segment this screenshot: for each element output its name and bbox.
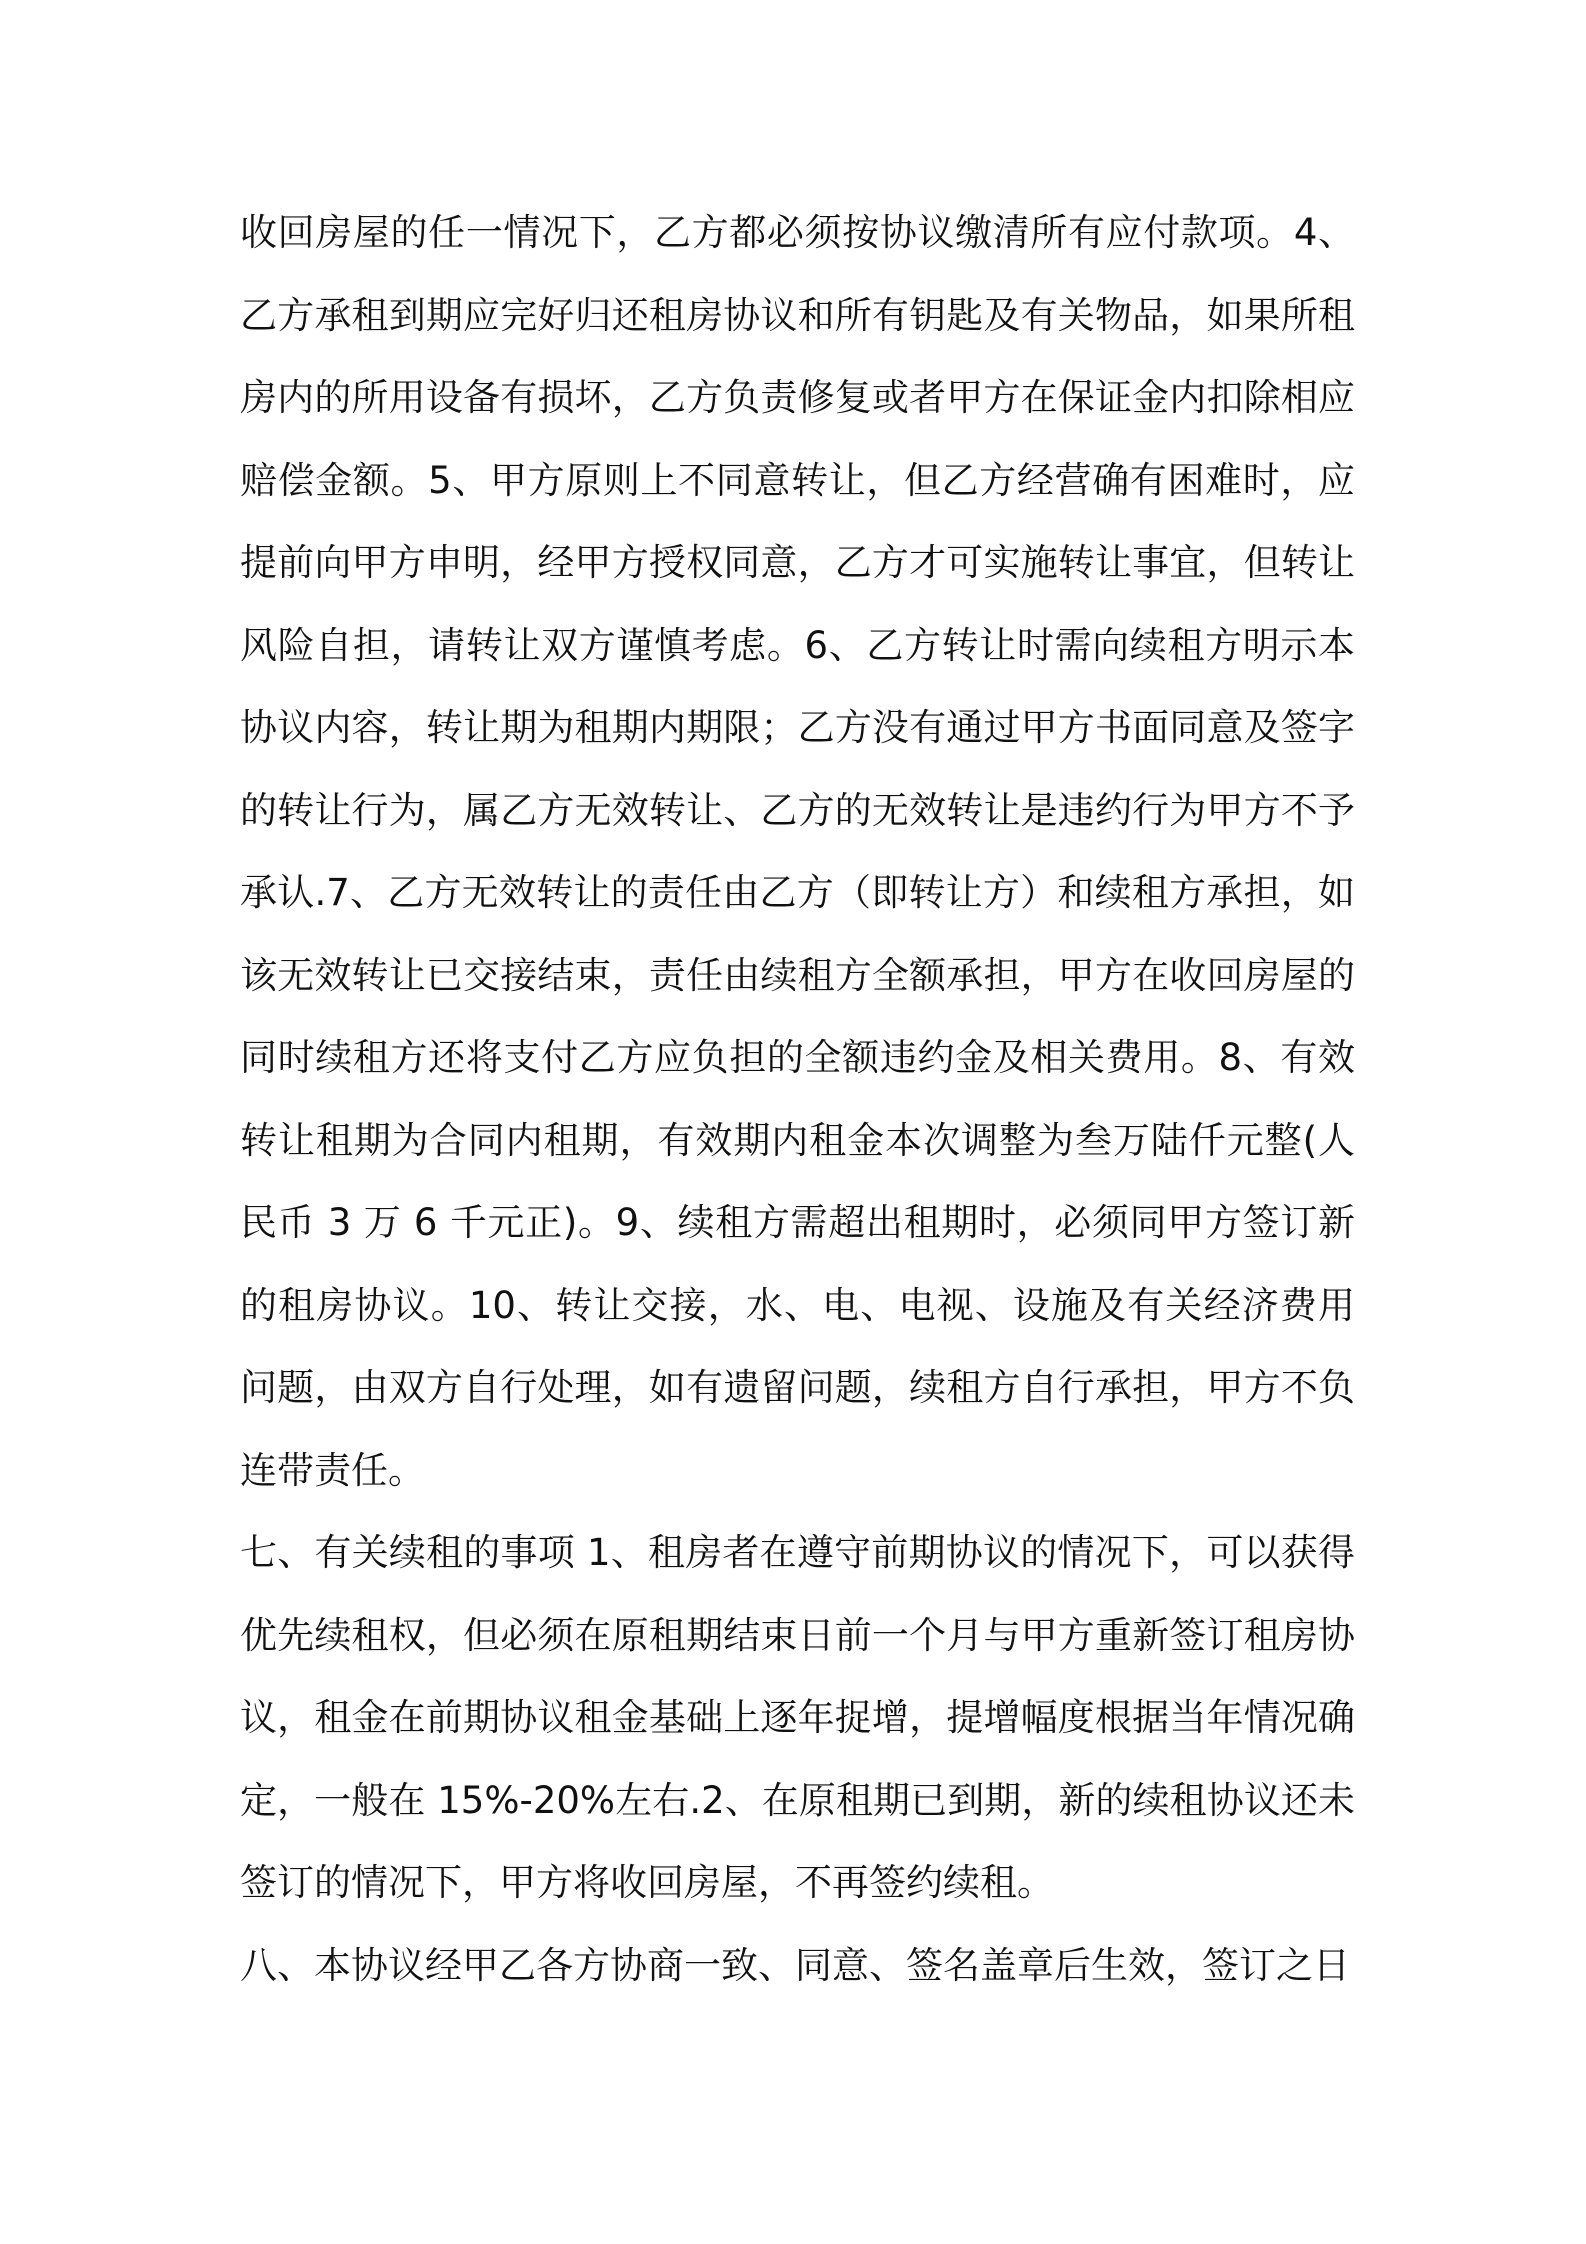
paragraph-renewal-terms: 七、有关续租的事项 1、租房者在遵守前期协议的情况下，可以获得优先续租权，但必须在原租期结束日前一个月与甲方重新签订租房协议，租金在前期协议租金基础上逐年捉增，提增幅度根据当年情况确定，一般在 15%-20%左右.2、在原租期已到期，新的续租协议还未签订的情况下，甲方将收回房屋，不再签约续租。 [240, 1531, 1355, 1904]
document-body [240, 192, 1355, 2007]
paragraph-transfer-terms: 收回房屋的任一情况下，乙方都必须按协议缴清所有应付款项。4、乙方承租到期应完好归还租房协议和所有钥匙及有关物品，如果所租房内的所用设备有损坏，乙方负责修复或者甲方在保证金内扣除相应赔偿金额。5、甲方原则上不同意转让，但乙方经营确有困难时，应提前向甲方申明，经甲方授权同意，乙方才可实施转让事宜，但转让风险自担，请转让双方谨慎考虑。6、乙方转让时需向续租方明示本协议内容，转让期为租期内期限；乙方没有通过甲方书面同意及签字的转让行为，属乙方无效转让、乙方的无效转让是违约行为甲方不予承认.7、乙方无效转让的责任由乙方（即转让方）和续租方承担，如该无效转让已交接结束，责任由续租方全额承担，甲方在收回房屋的同时续租方还将支付乙方应负担的全额违约金及相关费用。8、有效转让租期为合同内租期，有效期内租金本次调整为叁万陆仟元整(人民币 3 万 6 千元正)。9、续租方需超出租期时，必须同甲方签订新的租房协议。10、转让交接，水、电、电视、设施及有关经济费用问题，由双方自行处理，如有遗留问题，续租方自行承担，甲方不负连带责任。 [240, 211, 1355, 1492]
paragraph-effective-clause: 八、本协议经甲乙各方协商一致、同意、签名盖章后生效，签订之日 [240, 1943, 1350, 1987]
